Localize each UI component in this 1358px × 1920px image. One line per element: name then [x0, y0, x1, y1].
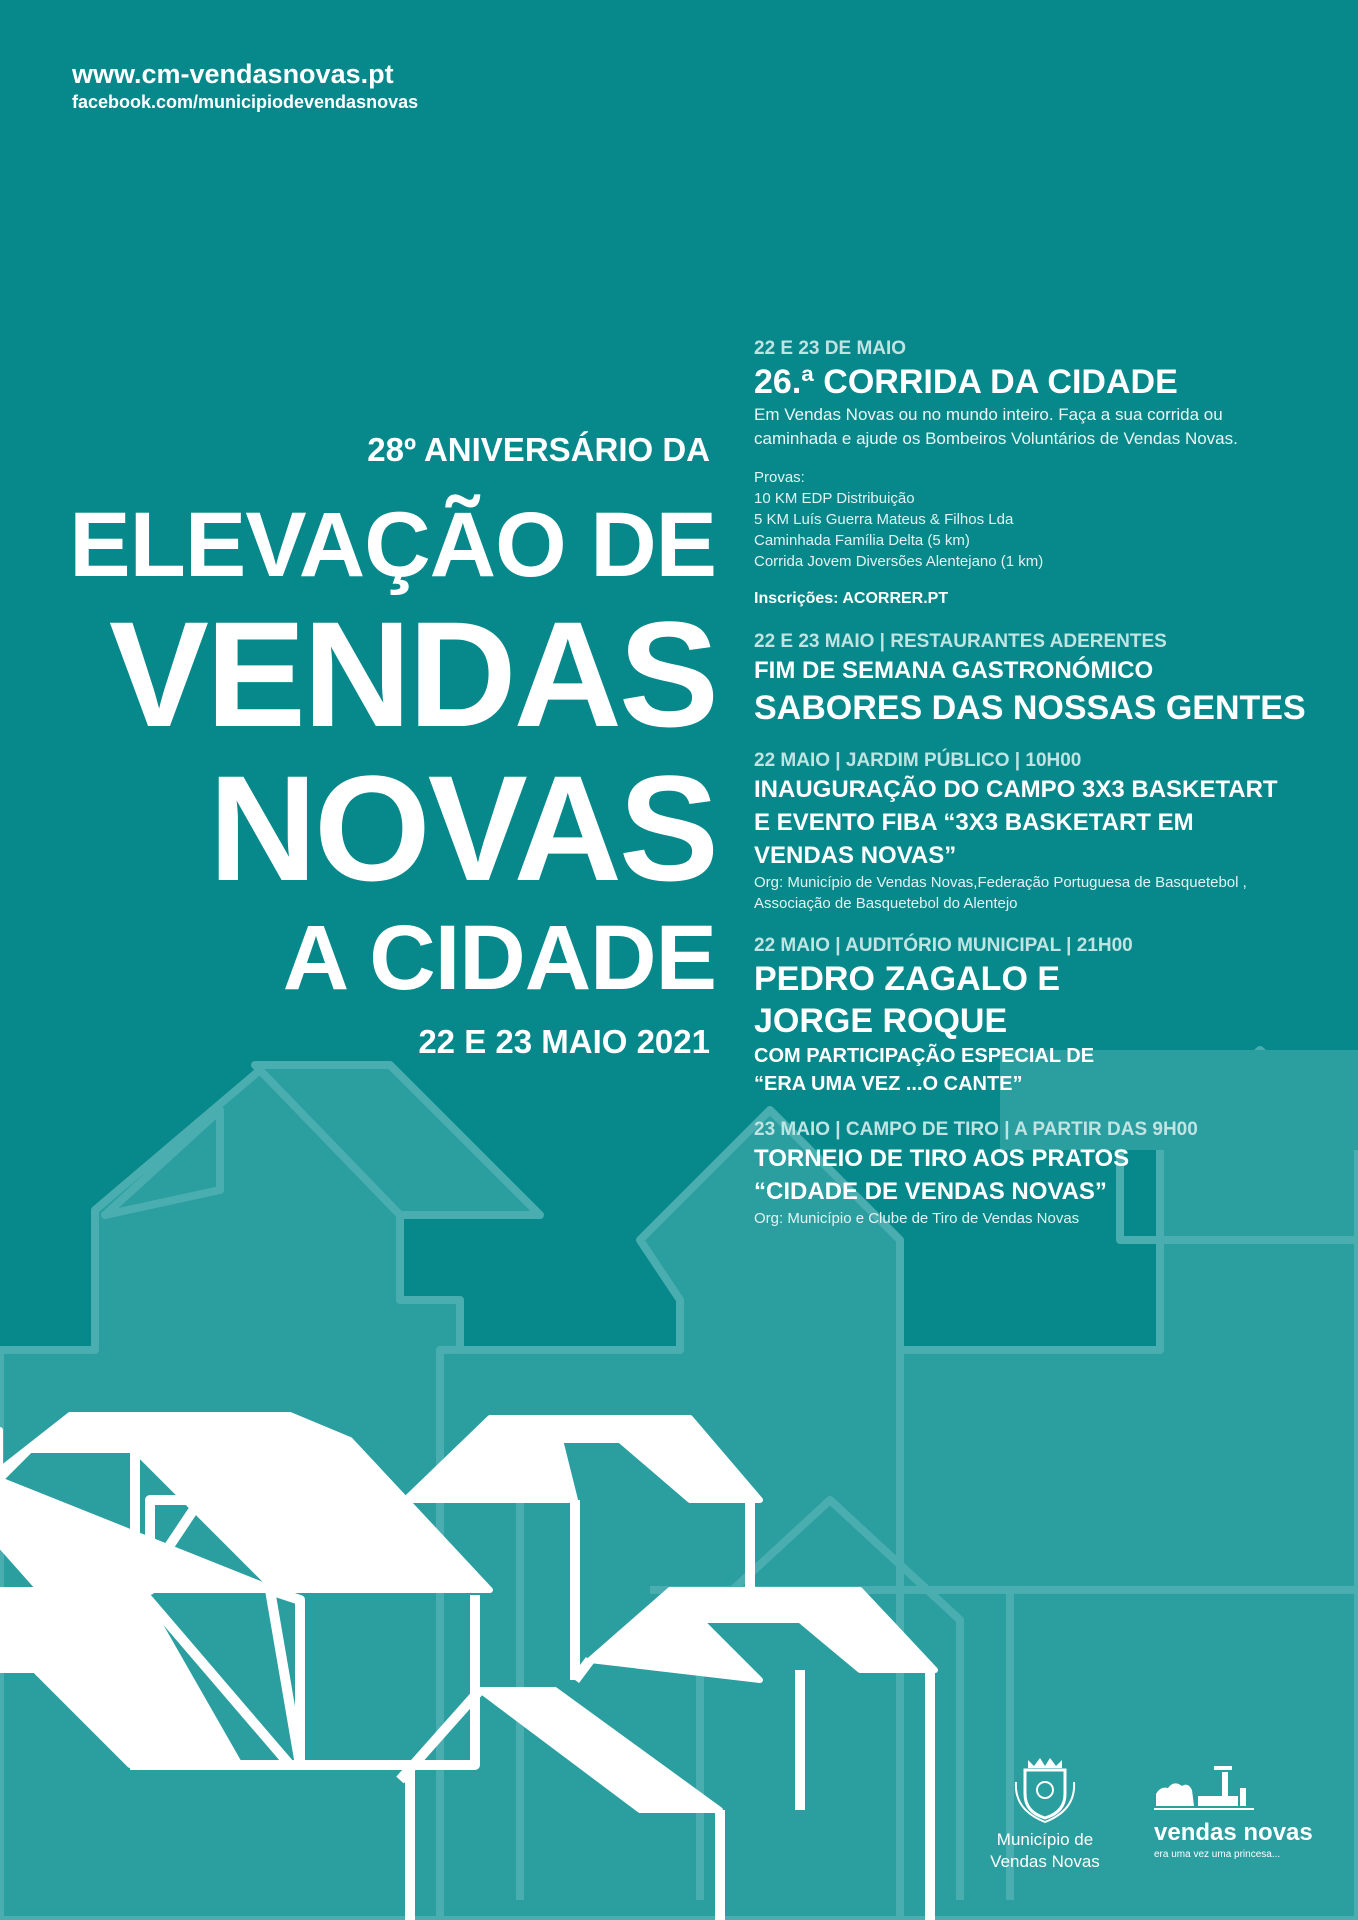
event-title: 26.ª CORRIDA DA CIDADE	[754, 363, 1178, 401]
title-line-2: VENDAS	[108, 590, 716, 758]
brand-name: vendas novas	[1154, 1819, 1313, 1846]
vendas-novas-brand	[1154, 1758, 1314, 1861]
event-header: 22 MAIO | AUDITÓRIO MUNICIPAL | 21H00	[754, 935, 1133, 956]
municipio-logo	[990, 1752, 1100, 1873]
inscricoes-link[interactable]: Inscrições: ACORRER.PT	[754, 590, 949, 607]
event-title: INAUGURAÇÃO DO CAMPO 3X3 BASKETART	[754, 776, 1278, 803]
event-org: Org: Município e Clube de Tiro de Vendas Novas	[754, 1210, 1080, 1227]
event-header: 22 MAIO | JARDIM PÚBLICO | 10H00	[754, 750, 1082, 771]
title-line-3: NOVAS	[208, 744, 716, 912]
event-gastro	[754, 630, 1344, 729]
event-org: Associação de Basquetebol do Alentejo	[754, 895, 1018, 912]
municipio-label: Município de	[996, 1830, 1094, 1849]
event-title: E EVENTO FIBA “3X3 BASKETART EM	[754, 809, 1194, 836]
brand-tagline: era uma vez uma princesa...	[1154, 1849, 1281, 1860]
municipio-label: Vendas Novas	[990, 1852, 1100, 1871]
event-subtitle: COM PARTICIPAÇÃO ESPECIAL DE	[754, 1045, 1095, 1067]
prova-item: 10 KM EDP Distribuição	[754, 490, 915, 507]
event-desc: caminhada e ajude os Bombeiros Voluntários de Vendas Novas.	[754, 429, 1238, 448]
event-org: Org: Município de Vendas Novas,Federação Portuguesa de Basquetebol ,	[754, 874, 1247, 891]
event-title: FIM DE SEMANA GASTRONÓMICO	[754, 657, 1154, 684]
event-tiro	[754, 1118, 1344, 1229]
title-line-4: A CIDADE	[282, 907, 716, 1009]
event-basket	[754, 749, 1344, 914]
event-title: TORNEIO DE TIRO AOS PRATOS	[754, 1145, 1130, 1172]
event-desc: Em Vendas Novas ou no mundo inteiro. Faça a sua corrida ou	[754, 405, 1223, 424]
event-title: PEDRO ZAGALO E	[754, 960, 1061, 998]
event-title: VENDAS NOVAS”	[754, 842, 957, 869]
event-list	[754, 337, 1344, 1249]
event-corrida	[754, 337, 1344, 610]
title-date: 22 E 23 MAIO 2021	[418, 1023, 710, 1060]
event-title-main: SABORES DAS NOSSAS GENTES	[754, 689, 1306, 727]
coat-of-arms-icon	[1010, 1752, 1080, 1824]
event-title: JORGE ROQUE	[754, 1002, 1008, 1040]
main-title	[69, 430, 716, 1062]
provas-label: Provas:	[754, 469, 805, 486]
event-header: 22 E 23 DE MAIO	[754, 338, 907, 359]
palace-silhouette-icon	[1154, 1758, 1264, 1814]
prova-item: 5 KM Luís Guerra Mateus & Filhos Lda	[754, 511, 1014, 528]
event-header: 22 E 23 MAIO | RESTAURANTES ADERENTES	[754, 631, 1167, 652]
website-url[interactable]: www.cm-vendasnovas.pt	[72, 59, 394, 89]
event-header: 23 MAIO | CAMPO DE TIRO | A PARTIR DAS 9H00	[754, 1119, 1198, 1140]
prova-item: Caminhada Família Delta (5 km)	[754, 532, 970, 549]
title-subtitle: 28º ANIVERSÁRIO DA	[367, 431, 710, 468]
prova-item: Corrida Jovem Diversões Alentejano (1 km)	[754, 553, 1044, 570]
header-links	[72, 58, 418, 114]
event-title: “CIDADE DE VENDAS NOVAS”	[754, 1178, 1107, 1205]
event-subtitle: “ERA UMA VEZ ...O CANTE”	[754, 1073, 1023, 1095]
facebook-url[interactable]: facebook.com/municipiodevendasnovas	[72, 92, 419, 112]
title-line-1: ELEVAÇÃO DE	[69, 494, 716, 596]
event-concert	[754, 934, 1344, 1098]
